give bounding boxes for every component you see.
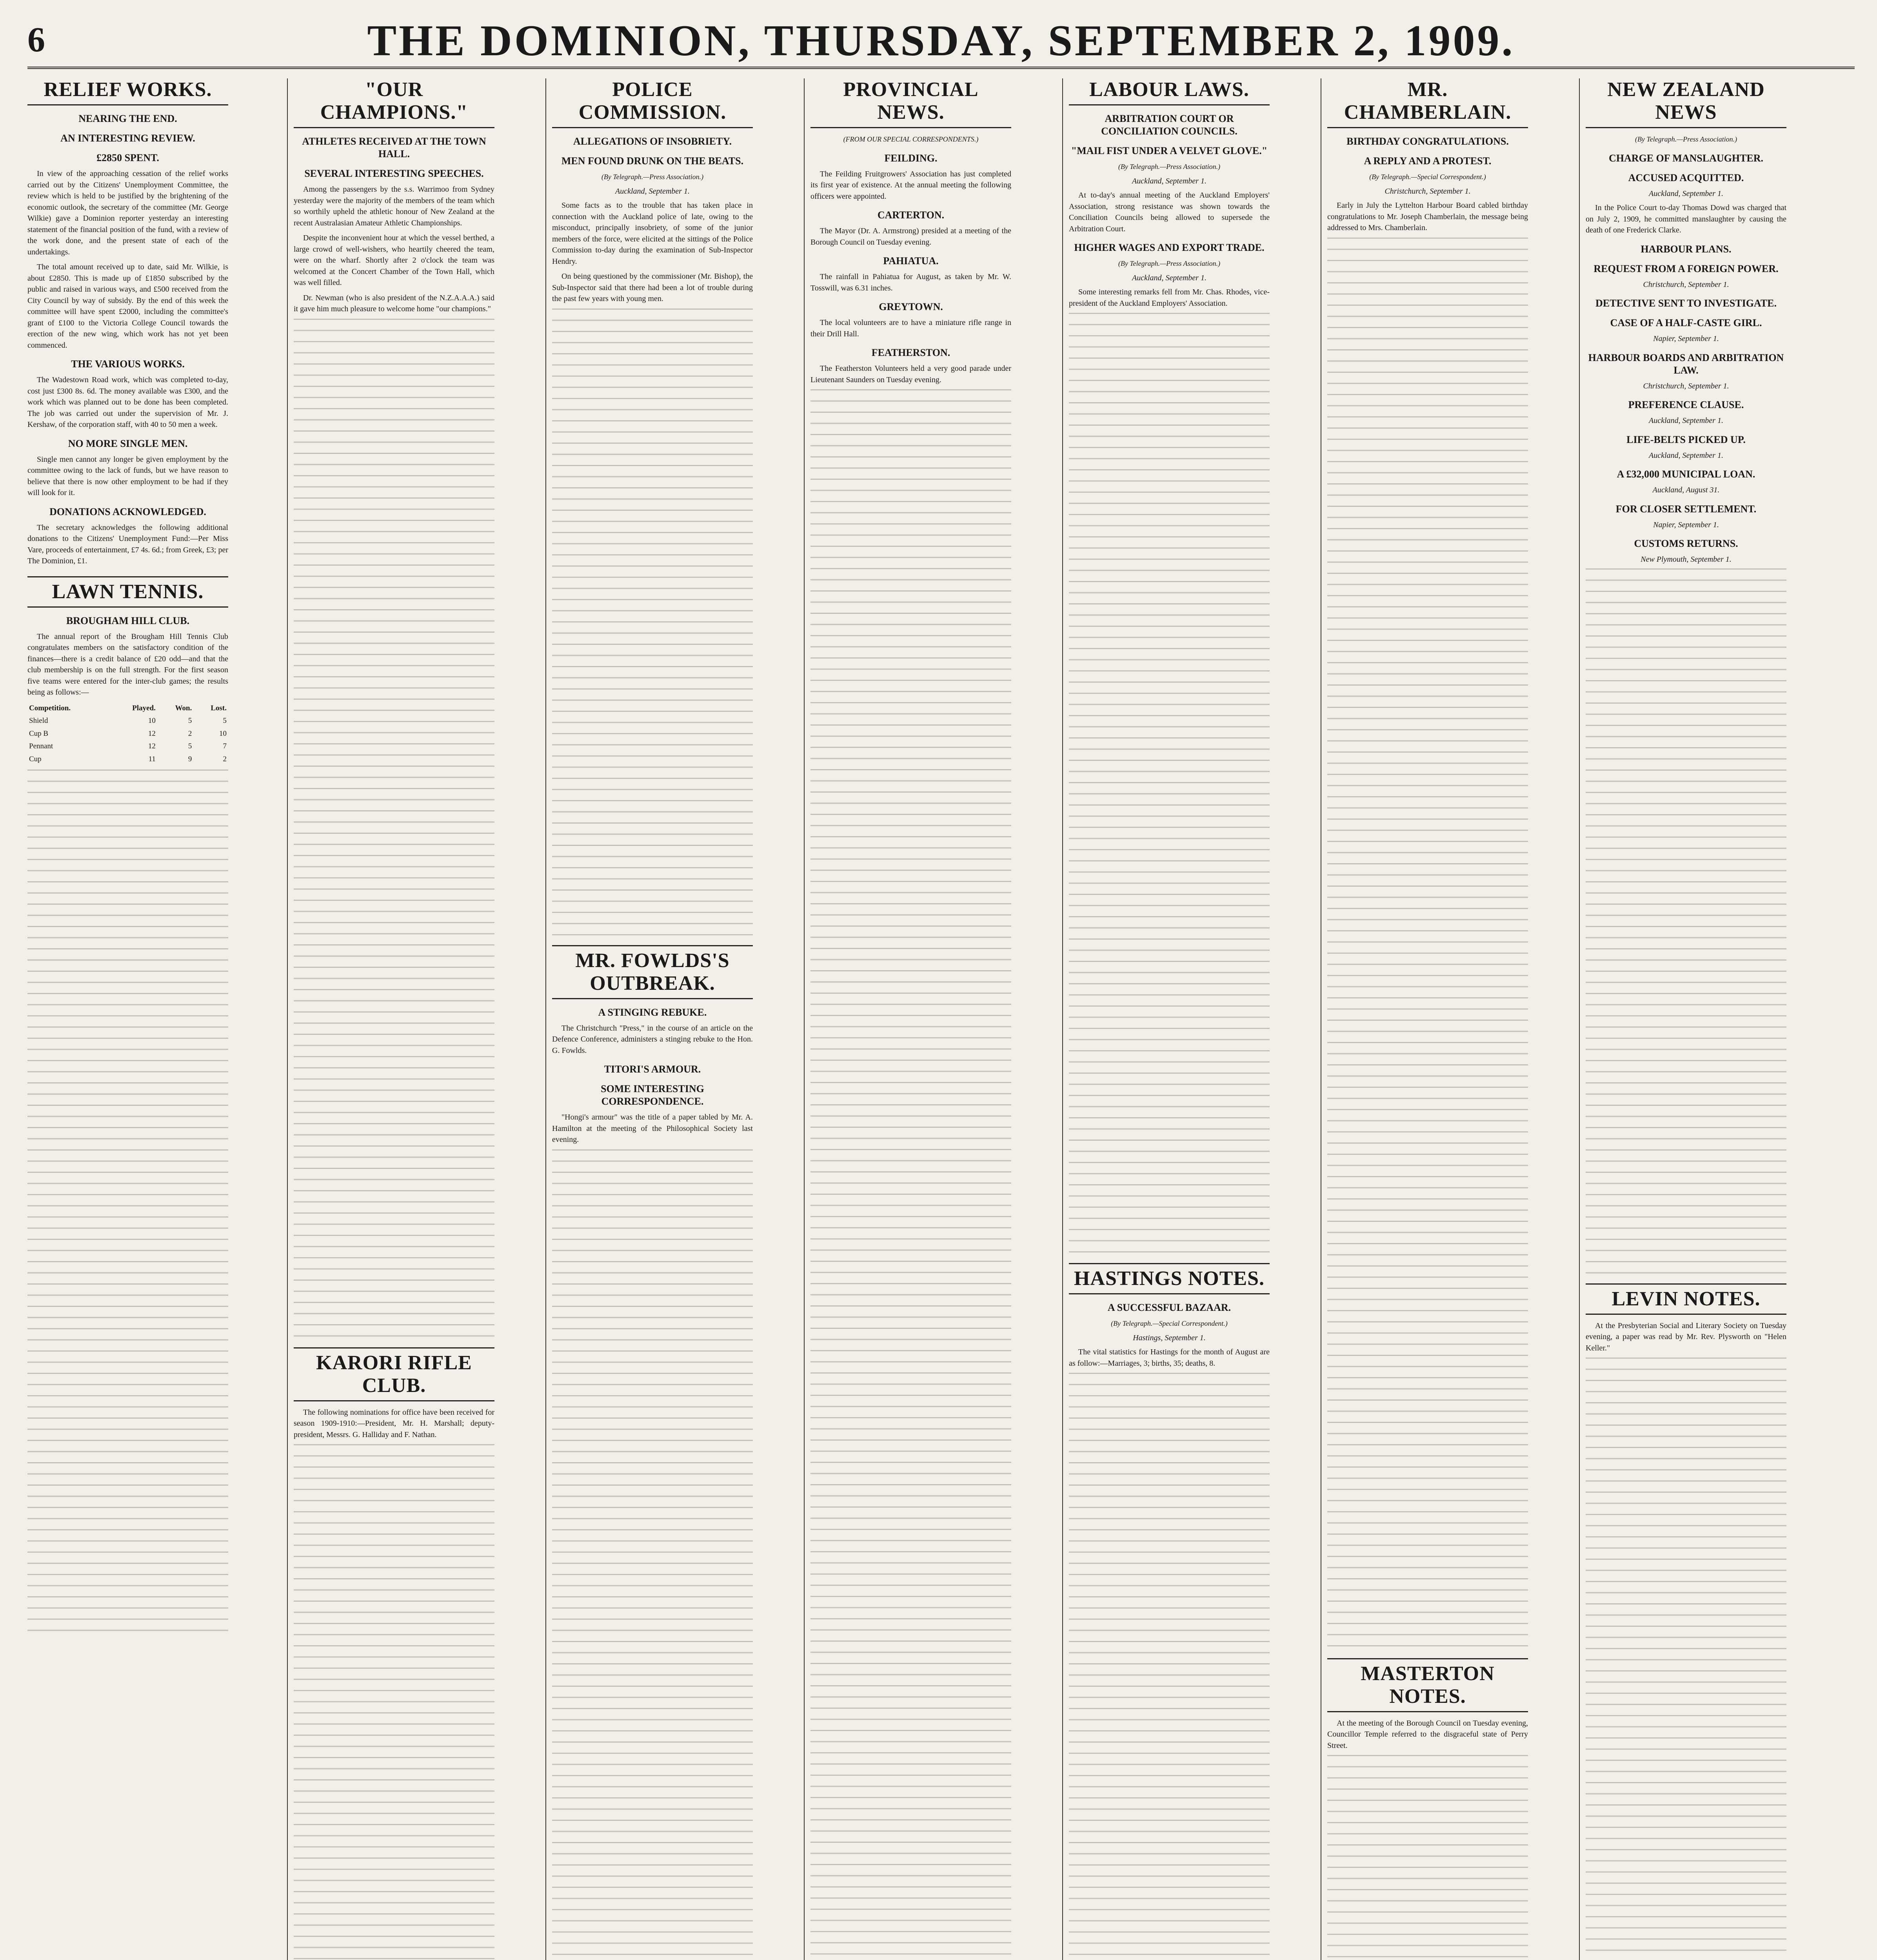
dateline: Hastings, September 1. [1133,1333,1206,1342]
article-body [27,113,228,567]
article-body [1327,135,1528,234]
table-header: Competition. [29,704,71,712]
article-paragraph: At to-day's annual meeting of the Auckland Employers' Association, strong resistance was shown towards the Conciliation Councils being allowed to supersede the Arbitration Court. [1069,191,1270,233]
article-subheading: THE VARIOUS WORKS. [71,358,185,370]
article-paragraph: The vital statistics for Hastings for the month of August are as follow:—Marriages, 3; births, 35; deaths, 8. [1069,1348,1270,1368]
table-cell: 10 [148,717,156,725]
article-subheading: REQUEST FROM A FOREIGN POWER. [1594,263,1779,274]
article-subheading: BROUGHAM HILL CLUB. [66,615,190,626]
table-cell: Pennant [29,742,53,750]
article-subheading: DONATIONS ACKNOWLEDGED. [49,506,206,517]
column-heading: POLICE COMMISSION. [552,78,753,128]
continuing-text [1069,1373,1270,1960]
continuing-text [1327,1755,1528,1960]
article-subheading: MEN FOUND DRUNK ON THE BEATS. [561,155,744,167]
article-subheading: A £32,000 MUNICIPAL LOAN. [1617,468,1755,480]
article-paragraph: The rainfall in Pahiatua for August, as taken by Mr. W. Tosswill, was 6.31 inches. [810,272,1011,292]
article-subheading: CASE OF A HALF-CASTE GIRL. [1610,317,1762,328]
table-cell: Shield [29,717,48,725]
continuing-text [1586,568,1786,1274]
article-subheading: £2850 SPENT. [96,152,159,163]
byline: (By Telegraph.—Press Association.) [1118,163,1221,171]
table-cell: 9 [188,755,192,763]
dateline: Christchurch, September 1. [1643,381,1729,390]
column-relief-works [27,78,228,1960]
newspaper-title: THE DOMINION, THURSDAY, SEPTEMBER 2, 1909. [367,16,1515,65]
article-subheading: A STINGING REBUKE. [598,1006,707,1018]
dateline: Napier, September 1. [1653,334,1719,343]
table-cell: 12 [148,742,156,750]
article-subheading: CHARGE OF MANSLAUGHTER. [1608,152,1764,164]
article-subheading: ARBITRATION COURT OR CONCILIATION COUNCILS. [1101,113,1237,137]
byline: (By Telegraph.—Press Association.) [1118,260,1221,267]
article-body [1586,134,1786,565]
article-subheading: LIFE-BELTS PICKED UP. [1626,434,1746,445]
article-subheading: TITORI'S ARMOUR. [604,1063,701,1075]
column-rule [545,78,546,1960]
byline: (FROM OUR SPECIAL CORRESPONDENTS.) [843,135,979,143]
column-labour-laws [1069,78,1270,1960]
article-body [810,134,1011,385]
article-subheading: BIRTHDAY CONGRATULATIONS. [1346,136,1509,147]
continuing-text [294,319,494,1338]
article-paragraph: The annual report of the Brougham Hill Tennis Club congratulates members on the satisfactory condition of the finances—there is a credit balance of £20 odd—and that the club membership is on the full strength. For the first season five teams were entered for the inter-club games; the results being as follows:— [27,632,228,697]
table-row [27,728,228,740]
article-paragraph: The following nominations for office have been received for season 1909-1910:—President, Mr. H. Marshall; deputy-president, Messrs. G. Halliday and F. Nathan. [294,1408,494,1439]
column-rule [1579,78,1580,1960]
article-subheading: ATHLETES RECEIVED AT THE TOWN HALL. [302,136,486,160]
byline: (By Telegraph.—Special Correspondent.) [1369,173,1486,181]
article-subheading: ALLEGATIONS OF INSOBRIETY. [573,136,732,147]
continuing-text [1586,1357,1786,1960]
continuing-text [294,1444,494,1960]
table-cell: 2 [223,755,227,763]
column-subheading: KARORI RIFLE CLUB. [294,1347,494,1401]
article-paragraph: On being questioned by the commissioner (Mr. Bishop), the Sub-Inspector said that there had been a lot of trouble during the past few years with young men. [552,272,753,303]
dateline: Auckland, August 31. [1652,486,1720,494]
article-body [552,1006,753,1145]
article-body [552,135,753,305]
article-paragraph: The total amount received up to date, said Mr. Wilkie, is about £2850. This is made up of £1850 subscribed by the public and raised in various ways, and £500 received from the City Council by way of subsidy. By the end of this week the committee will have spent £2000, including the committee's grant of £100 to the Victoria College Council towards the erection of the new wing, which work has not yet been commenced. [27,263,228,350]
table-header: Played. [132,704,156,712]
article-paragraph: The secretary acknowledges the following additional donations to the Citizens' Unemployment Fund:—Per Miss Vare, proceeds of entertainment, £7 4s. 6d.; from Greek, £3; per The Dominion, £1. [27,523,228,565]
tennis-results-table [27,702,228,766]
table-row [27,740,228,753]
table-cell: 5 [188,742,192,750]
continuing-text [27,769,228,1632]
article-body [1069,1301,1270,1369]
column-subheading: HASTINGS NOTES. [1069,1263,1270,1294]
column-subheading: MASTERTON NOTES. [1327,1658,1528,1712]
dateline: Napier, September 1. [1653,520,1719,529]
article-subheading: A SUCCESSFUL BAZAAR. [1107,1302,1231,1313]
article-paragraph: In view of the approaching cessation of the relief works carried out by the Citizens' Unemployment Committee, the review which is held to be justified by the brightening of the economic outlook, the secretary of the committee (Mr. George Wilkie) gave a Dominion reporter yesterday an interesting statement of the financial position of the fund, with a review of the work done, and the present state of each of the undertakings. [27,169,228,256]
article-subheading: PREFERENCE CLAUSE. [1628,399,1744,410]
article-subheading: DETECTIVE SENT TO INVESTIGATE. [1595,298,1777,309]
article-subheading: HIGHER WAGES AND EXPORT TRADE. [1074,242,1265,253]
table-cell: 5 [223,717,227,725]
article-subheading: ACCUSED ACQUITTED. [1628,172,1744,183]
column-rule [287,78,288,1960]
table-cell: 2 [188,729,192,738]
table-cell: 5 [188,717,192,725]
table-row [27,753,228,766]
article-paragraph: Early in July the Lyttelton Harbour Board cabled birthday congratulations to Mr. Joseph Chamberlain, the message being addressed to Mrs. Chamberlain. [1327,201,1528,232]
article-paragraph: The local volunteers are to have a miniature rifle range in their Drill Hall. [810,318,1011,338]
article-subheading: AN INTERESTING REVIEW. [60,132,195,144]
continuing-text [1327,238,1528,1649]
article-paragraph: At the meeting of the Borough Council on Tuesday evening, Councillor Temple referred to the disgraceful state of Perry Street. [1327,1719,1528,1750]
article-subheading: FEATHERSTON. [871,347,950,358]
article-subheading: A REPLY AND A PROTEST. [1364,155,1492,167]
article-body [294,135,494,315]
article-subheading: SOME INTERESTING CORRESPONDENCE. [601,1083,704,1107]
dateline: Auckland, September 1. [1649,189,1723,198]
column-subheading: LAWN TENNIS. [27,576,228,608]
article-paragraph: The Wadestown Road work, which was completed to-day, cost just £300 8s. 6d. The money available was £300, and the work which was planned out to be done has been completed. The job was carried out under the supervision of Mr. J. Kershaw, of the corporation staff, with 40 to 50 men a week. [27,376,228,429]
dateline: Auckland, September 1. [1132,273,1207,282]
column-heading: PROVINCIAL NEWS. [810,78,1011,128]
table-cell: 11 [148,755,156,763]
article-paragraph: The Feilding Fruitgrowers' Association has just completed its first year of existence. At the annual meeting the following officers were appointed. [810,169,1011,201]
article-paragraph: The Mayor (Dr. A. Armstrong) presided at a meeting of the Borough Council on Tuesday evening. [810,227,1011,247]
article-body [1586,1320,1786,1354]
column-heading: MR. CHAMBERLAIN. [1327,78,1528,128]
article-subheading: NO MORE SINGLE MEN. [68,437,188,449]
article-paragraph: Despite the inconvenient hour at which the vessel berthed, a large crowd of well-wishers, who heartily cheered the team, were on the wharf. Shortly after 2 o'clock the team was welcomed at the Concert Chamber of the Town Hall, which was well filled. [294,234,494,287]
dateline: Auckland, September 1. [1649,416,1723,425]
article-paragraph: Some interesting remarks fell from Mr. Chas. Rhodes, vice-president of the Auckland Employers' Association. [1069,288,1270,308]
column-heading: RELIEF WORKS. [27,78,228,105]
article-body [294,1407,494,1441]
article-paragraph: Some facts as to the trouble that has taken place in connection with the Auckland police of late, owing to the misconduct, principally insobriety, of some of the junior members of the force, were elicited at the sittings of the Police Commission to-day during the examination of Sub-Inspector Hendry. [552,201,753,266]
byline: (By Telegraph.—Special Correspondent.) [1111,1319,1228,1327]
column-new-zealand-news [1586,78,1786,1960]
article-paragraph: The Christchurch "Press," in the course of an article on the Defence Conference, administers a stinging rebuke to the Hon. G. Fowlds. [552,1024,753,1055]
table-header: Won. [175,704,192,712]
article-subheading: PAHIATUA. [883,255,939,267]
dateline: Christchurch, September 1. [1385,187,1471,196]
article-body [1327,1718,1528,1751]
table-row [27,715,228,728]
article-paragraph: Single men cannot any longer be given employment by the committee owing to the lack of funds, but we have reason to believe that there is now other employment to be had if they will look for it. [27,455,228,497]
article-paragraph: Dr. Newman (who is also president of the N.Z.A.A.A.) said it gave him much pleasure to welcome home "our champions." [294,293,494,313]
column-subheading: MR. FOWLDS'S OUTBREAK. [552,945,753,999]
article-paragraph: In the Police Court to-day Thomas Dowd was charged that on July 2, 1909, he committed manslaughter by causing the death of one Frederick Clarke. [1586,203,1786,234]
masthead [27,16,1855,69]
article-subheading: FOR CLOSER SETTLEMENT. [1615,503,1757,515]
article-paragraph: Among the passengers by the s.s. Warrimoo from Sydney yesterday were the majority of the members of the team which so worthily upheld the athletic honour of New Zealand at the recent Australasian Amateur Athletic Championships. [294,185,494,227]
dateline: New Plymouth, September 1. [1641,555,1732,564]
article-paragraph: The Featherston Volunteers held a very good parade under Lieutenant Saunders on Tuesday evening. [810,364,1011,384]
table-cell: Cup B [29,729,49,738]
column-subheading: LEVIN NOTES. [1586,1283,1786,1315]
article-subheading: "MAIL FIST UNDER A VELVET GLOVE." [1071,145,1268,156]
article-subheading: NEARING THE END. [78,113,177,124]
article-subheading: CARTERTON. [877,209,945,221]
continuing-text [552,309,753,936]
table-cell: 12 [148,729,156,738]
article-subheading: HARBOUR PLANS. [1641,243,1732,255]
article-subheading: CUSTOMS RETURNS. [1634,538,1738,549]
dateline: Auckland, September 1. [1132,176,1207,185]
dateline: Auckland, September 1. [615,187,690,196]
byline: (By Telegraph.—Press Association.) [1635,135,1737,143]
dateline: Auckland, September 1. [1649,451,1723,460]
table-cell: Cup [29,755,42,763]
column-heading: NEW ZEALAND NEWS [1586,78,1786,128]
column-provincial-news [810,78,1011,1960]
article-paragraph: At the Presbyterian Social and Literary Society on Tuesday evening, a paper was read by Mr. Rev. Plysworth on "Helen Keller." [1586,1321,1786,1352]
article-body [1069,113,1270,309]
column-our-champions [294,78,494,1960]
page-number: 6 [27,20,45,59]
column-heading: LABOUR LAWS. [1069,78,1270,105]
table-cell: 7 [223,742,227,750]
table-header: Lost. [211,704,227,712]
continuing-text [552,1149,753,1960]
column-rule [1062,78,1063,1960]
table-cell: 10 [219,729,227,738]
column-heading: "OUR CHAMPIONS." [294,78,494,128]
article-body [27,615,228,698]
byline: (By Telegraph.—Press Association.) [601,173,704,181]
dateline: Christchurch, September 1. [1643,280,1729,289]
article-subheading: GREYTOWN. [879,301,943,312]
continuing-text [1069,313,1270,1254]
article-paragraph: "Hongi's armour" was the title of a paper tabled by Mr. A. Hamilton at the meeting of the Philosophical Society last evening. [552,1113,753,1144]
continuing-text [810,389,1011,1960]
article-subheading: FEILDING. [884,152,938,164]
column-rule [804,78,805,1960]
column-police-commission [552,78,753,1960]
article-subheading: SEVERAL INTERESTING SPEECHES. [304,168,484,179]
article-subheading: HARBOUR BOARDS AND ARBITRATION LAW. [1588,352,1784,376]
column-mr-chamberlain [1327,78,1528,1960]
